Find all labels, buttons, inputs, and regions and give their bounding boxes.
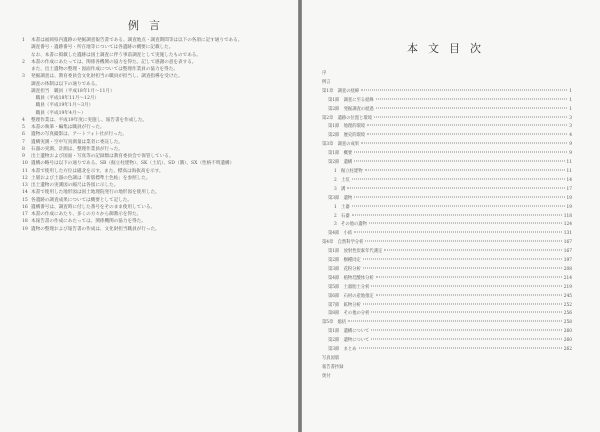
- note-text: 遺物の整理および報告書の作成は、文化財担当職員が行った。: [31, 226, 160, 232]
- toc-page-number: 3: [569, 115, 572, 121]
- toc-entry: [322, 115, 572, 124]
- note-item: [22, 204, 284, 211]
- note-number: 13: [22, 183, 28, 188]
- toc-page-number: 167: [563, 240, 572, 246]
- note-text: 発掘調査は、教育委員会文化財担当の職員が担当し、調査指導を受けた。: [31, 74, 183, 80]
- toc-entry: [322, 159, 572, 168]
- note-text: 出土遺物および図面・写真等の記録類は教育委員会で保管している。: [31, 154, 174, 159]
- note-number: 16: [22, 204, 28, 210]
- toc-label: 写真図版: [322, 356, 340, 361]
- toc-entry: [322, 123, 572, 132]
- toc-label: 第2節 遺構: [328, 160, 353, 166]
- toc-label: 第3章 調査の成果: [322, 142, 360, 148]
- toc-leader-dots: [352, 205, 565, 206]
- staff-row: [22, 88, 284, 95]
- note-text: 出土遺物の実測図の縮尺は各図に示した。: [31, 183, 119, 188]
- toc-page-number: 260: [563, 329, 572, 335]
- toc-entry: [322, 141, 572, 150]
- note-number: 8: [22, 146, 25, 152]
- toc-page-number: 14: [566, 177, 572, 183]
- note-item: [22, 59, 284, 66]
- toc-label: 第5節 土器胎土分析: [328, 284, 370, 290]
- toc-label: 2 土坑: [334, 177, 350, 183]
- note-item: [22, 66, 284, 73]
- note-number: 19: [22, 226, 28, 232]
- toc-label: 第4章 自然科学分析: [322, 240, 364, 246]
- toc-label: 2 石器: [334, 213, 350, 219]
- note-item: [22, 189, 284, 196]
- toc-leader-dots: [359, 348, 562, 349]
- note-item: [22, 124, 284, 131]
- note-text: 本書は福岡県内遺跡の発掘調査報告書である。調査地点・調査期間等は以下の各項に記す通りである。: [31, 38, 243, 43]
- toc-entry: [322, 248, 572, 257]
- note-item: [22, 218, 284, 225]
- toc-label: 第4節 小結: [328, 231, 353, 237]
- toc-page-number: 4: [569, 133, 572, 139]
- toc-leader-dots: [363, 259, 562, 260]
- note-text: 各遺跡の調査成果については概要として記した。: [31, 197, 132, 203]
- toc-entry: [322, 177, 572, 186]
- note-text: 本書で使用した方位は磁北を示す。また、標高は海抜高を示す。: [31, 168, 164, 174]
- toc-label: 1 土器: [334, 204, 350, 210]
- note-item: [22, 73, 284, 80]
- note-number: 14: [22, 190, 28, 196]
- note-item: [22, 182, 284, 189]
- toc-entry: [322, 106, 572, 115]
- note-text: なお、本書に掲載した遺跡は国土調査に伴う事前調査として実施したものである。: [31, 52, 201, 58]
- toc-label: 第2節 発掘調査の経過: [328, 106, 374, 112]
- page-title-notes: 例言: [128, 19, 170, 32]
- toc-label: 第1章 調査の経緯: [322, 88, 360, 94]
- toc-label: 第2章 遺跡の位置と環境: [322, 115, 372, 121]
- toc-entry: [322, 346, 572, 355]
- toc-leader-dots: [354, 152, 567, 153]
- toc-label: 第2節 遺物について: [328, 338, 370, 344]
- note-number: 11: [22, 168, 28, 174]
- toc-leader-dots: [369, 223, 562, 224]
- toc-page-number: 118: [563, 213, 572, 219]
- note-item: [22, 226, 284, 233]
- toc-page-number: 124: [563, 222, 572, 228]
- toc-label: 第5章 総括: [322, 320, 347, 326]
- toc-page-number: 131: [563, 231, 572, 237]
- note-item: [22, 211, 284, 218]
- toc-label: 第3節 遺物: [328, 195, 353, 201]
- toc-entry: [322, 373, 572, 382]
- note-text: 調査の体制は以下の通りである。: [31, 81, 100, 87]
- toc-entry: [322, 302, 572, 311]
- toc-label: 第7節 鉱物分析: [328, 302, 361, 308]
- note-item: [22, 139, 284, 146]
- toc-entry: [322, 97, 572, 106]
- toc-entry: [322, 221, 572, 230]
- toc-leader-dots: [367, 134, 567, 135]
- note-number: 6: [22, 132, 25, 138]
- staff-value: 職員（平成19年4月～）: [35, 110, 86, 116]
- toc-leader-dots: [371, 285, 561, 286]
- table-of-contents: [322, 70, 572, 382]
- toc-page-number: 11: [566, 168, 572, 174]
- staff-value: 職員（平成18年11月～12月）: [35, 96, 100, 101]
- note-item: [22, 52, 284, 59]
- toc-leader-dots: [374, 116, 567, 117]
- toc-label: 序: [322, 71, 327, 76]
- toc-entry: [322, 239, 572, 248]
- staff-row: [22, 95, 284, 102]
- notes-list: [22, 37, 284, 233]
- page-title-contents: 本文目次: [407, 42, 491, 55]
- toc-label: 3 溝: [334, 186, 346, 192]
- note-text: 調査番号・遺跡番号・所在地等については各遺跡の概要に記載した。: [31, 45, 174, 51]
- toc-page-number: 258: [563, 320, 572, 326]
- note-text: 整理作業は、平成19年度に実施し、報告書を作成した。: [31, 117, 148, 123]
- note-number: 2: [22, 59, 25, 65]
- toc-entry: [322, 195, 572, 204]
- toc-leader-dots: [363, 267, 562, 268]
- toc-label: 第1節 調査に至る経緯: [328, 97, 374, 103]
- note-text: 本書の作成にあたっては、関係各機関の協力を得た。記して感謝の意を表する。: [31, 59, 197, 65]
- toc-page-number: 208: [563, 266, 572, 272]
- toc-entry: [322, 355, 572, 364]
- toc-page-number: 3: [569, 124, 572, 130]
- note-text: 本書の執筆・編集は職員が行った。: [31, 125, 105, 130]
- toc-entry: [322, 88, 572, 97]
- note-number: 7: [22, 139, 25, 145]
- note-text: また、出土遺物の整理・図面作成については整理作業員の協力を得た。: [31, 67, 178, 72]
- note-item: [22, 175, 284, 182]
- toc-entry: [322, 293, 572, 302]
- toc-leader-dots: [354, 161, 564, 162]
- note-item: [22, 117, 284, 124]
- toc-leader-dots: [361, 143, 567, 144]
- note-number: 3: [22, 74, 25, 80]
- toc-label: 報告書抄録: [322, 364, 344, 370]
- toc-label: 第1節 放射性炭素年代測定: [328, 249, 383, 255]
- toc-leader-dots: [354, 196, 564, 197]
- note-item: [22, 153, 284, 160]
- toc-leader-dots: [354, 232, 562, 233]
- toc-leader-dots: [352, 214, 562, 215]
- toc-leader-dots: [376, 294, 562, 295]
- toc-entry: [322, 257, 572, 266]
- toc-leader-dots: [363, 303, 562, 304]
- note-number: 5: [22, 125, 25, 130]
- toc-entry: [322, 150, 572, 159]
- note-text: 石器の実測、計測は、整理作業員が行った。: [31, 146, 123, 152]
- note-number: 1: [22, 38, 25, 43]
- note-number: 9: [22, 154, 25, 159]
- note-item: [22, 44, 284, 51]
- toc-entry: [322, 266, 572, 275]
- toc-label: 第2節 樹種同定: [328, 258, 361, 264]
- note-number: 10: [22, 161, 28, 167]
- toc-entry: [322, 213, 572, 222]
- toc-leader-dots: [365, 241, 561, 242]
- toc-leader-dots: [371, 339, 561, 340]
- toc-entry: [322, 168, 572, 177]
- right-page: [302, 0, 600, 432]
- toc-page-number: 219: [563, 284, 572, 290]
- toc-entry: [322, 275, 572, 284]
- toc-page-number: 167: [563, 249, 572, 255]
- toc-leader-dots: [361, 89, 567, 90]
- note-text: 本報告書の作成にあたっては、関係機関の協力を得た。: [31, 219, 146, 225]
- note-number: 15: [22, 197, 28, 203]
- toc-page-number: 11: [566, 160, 572, 166]
- toc-leader-dots: [371, 312, 561, 313]
- staff-row: [22, 102, 284, 109]
- toc-page-number: 1: [569, 97, 572, 103]
- toc-label: 第4節 植物珪酸体分析: [328, 275, 374, 281]
- note-item: [22, 168, 284, 175]
- toc-entry: [322, 310, 572, 319]
- note-text: 遺構番号は、調査時に付した番号をそのまま使用している。: [31, 204, 156, 210]
- toc-page-number: 17: [566, 186, 572, 192]
- toc-label: 第8節 その他の分析: [328, 311, 370, 317]
- toc-label: 第1節 地理的環境: [328, 124, 366, 130]
- toc-page-number: 256: [563, 311, 572, 317]
- toc-label: 奥付: [322, 373, 331, 379]
- toc-entry: [322, 79, 572, 88]
- toc-label: 第1節 遺構について: [328, 329, 370, 335]
- note-text: 土層および土器の色調は「新版標準土色帖」を参照した。: [31, 175, 151, 181]
- toc-page-number: 9: [569, 151, 572, 157]
- note-number: 18: [22, 219, 28, 225]
- note-item: [22, 81, 284, 88]
- toc-page-number: 1: [569, 106, 572, 112]
- toc-leader-dots: [376, 276, 562, 277]
- toc-label: 3 その他の遺物: [334, 222, 367, 228]
- toc-leader-dots: [371, 330, 561, 331]
- staff-value: 職員（平成19年1月～3月）: [35, 103, 94, 109]
- toc-page-number: 19: [566, 195, 572, 201]
- toc-entry: [322, 70, 572, 79]
- toc-entry: [322, 186, 572, 195]
- note-text: 遺構の略号は以下の通りである。SB（掘立柱建物）、SK（土坑）、SD（溝）、SX（性格不明遺構）: [31, 161, 235, 167]
- toc-leader-dots: [352, 178, 565, 179]
- toc-entry: [322, 337, 572, 346]
- toc-leader-dots: [376, 107, 568, 108]
- toc-label: 1 掘立柱建物: [334, 168, 363, 174]
- toc-leader-dots: [376, 98, 568, 99]
- toc-label: 第6節 石材の産地推定: [328, 293, 374, 299]
- toc-page-number: 9: [569, 142, 572, 148]
- staff-row: [22, 110, 284, 117]
- toc-label: 第3節 花粉分析: [328, 266, 361, 272]
- staff-value: 職員（平成18年1月～11月）: [54, 88, 115, 94]
- note-text: 本書で使用した地形図は国土地理院発行の地形図を使用した。: [31, 190, 160, 196]
- toc-leader-dots: [367, 125, 567, 126]
- toc-entry: [322, 132, 572, 141]
- toc-leader-dots: [365, 169, 565, 170]
- toc-entry: [322, 230, 572, 239]
- toc-page-number: 214: [563, 275, 572, 281]
- toc-page-number: 245: [563, 293, 572, 299]
- toc-label: 例言: [322, 79, 331, 85]
- staff-label: 調査担当: [31, 88, 50, 94]
- toc-page-number: 19: [566, 204, 572, 210]
- toc-entry: [322, 364, 572, 373]
- toc-page-number: 197: [563, 258, 572, 264]
- toc-entry: [322, 284, 572, 293]
- note-number: 4: [22, 117, 25, 123]
- toc-page-number: 1: [569, 88, 572, 94]
- toc-page-number: 260: [563, 338, 572, 344]
- left-page: [0, 0, 298, 432]
- toc-label: 第3節 まとめ: [328, 347, 357, 353]
- note-item: [22, 131, 284, 138]
- note-number: 12: [22, 175, 28, 181]
- note-text: 遺構実測・空中写真測量は業者に委託した。: [31, 139, 123, 145]
- toc-leader-dots: [347, 187, 564, 188]
- toc-entry: [322, 204, 572, 213]
- toc-page-number: 252: [563, 302, 572, 308]
- note-item: [22, 146, 284, 153]
- note-text: 本書の作成にあたり、多くの方々から御教示を得た。: [31, 212, 142, 217]
- note-number: 17: [22, 212, 28, 217]
- toc-entry: [322, 319, 572, 328]
- toc-page-number: 262: [563, 347, 572, 353]
- toc-label: 第1節 概要: [328, 151, 353, 157]
- toc-leader-dots: [384, 250, 562, 251]
- toc-leader-dots: [348, 321, 562, 322]
- note-item: [22, 37, 284, 44]
- note-text: 遺物の写真撮影は、アートフォト社が行った。: [31, 132, 127, 138]
- toc-entry: [322, 328, 572, 337]
- toc-label: 第2節 歴史的環境: [328, 133, 366, 139]
- note-item: [22, 197, 284, 204]
- note-item: [22, 160, 284, 167]
